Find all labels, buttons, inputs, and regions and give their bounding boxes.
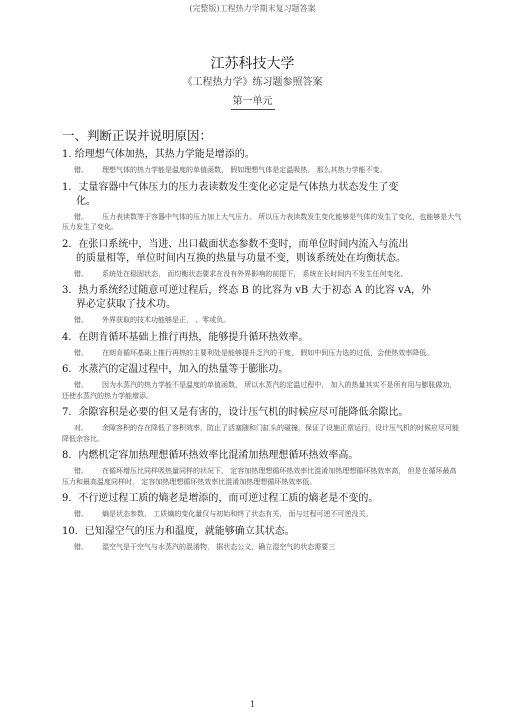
answer-text (62, 165, 462, 176)
title-block (0, 56, 505, 110)
answer-verdict: 对。 (74, 424, 88, 432)
question-item (62, 492, 462, 520)
document-subtitle: 《工程热力学》练习题参照答案 (182, 77, 323, 88)
answer-text (62, 466, 462, 487)
answer-explanation: 湿空气是干空气与水蒸汽的混淆物， 据状态公义，确立湿空气的状态需要三 (102, 542, 336, 551)
page-number: 1 (249, 700, 256, 709)
question-text: 7．余隙容积是必要的但又是有害的，设计压气机的时候应尽可能降低余隙比。 (62, 407, 409, 418)
question-text: 8．内燃机定容加热理想循环热效率比混淆加热理想循环热效率高。 (62, 450, 359, 461)
answer-explanation: 在循环增压比同样吸热量同样的状况下， 定容加热理想循环热效率比混淆加热理想循环热效率高， 但是在循环最高压力和最高温度同样时， 定容加热理想循环热效率比混淆加热理想循环热效率低。 (62, 467, 457, 486)
question-text-continued: 界必定获取了技术功。 (76, 299, 176, 310)
answer-text (62, 348, 462, 359)
answer-text (62, 269, 462, 280)
question-text: 3．热力系统经过随意可逆过程后，终态 B 的比容为 vB 大于初态 A 的比容 vA，外 (62, 285, 432, 296)
answer-verdict: 错。 (74, 212, 88, 221)
answer-explanation: 在朗肯循环基础上推行再热的主要利处是能够提升乏汽的干度， 假如中间压力选的过低，会使热效率降低。 (102, 348, 434, 357)
answer-verdict: 错。 (74, 467, 88, 475)
question-text: 10．已知湿空气的压力和温度，就能够确立其状态。 (62, 525, 295, 537)
question-item (62, 331, 462, 359)
question-list (62, 148, 462, 557)
answer-explanation: 余隙容积的存在降低了容积效率，防止了活塞随和门缸头的碰撞，保证了设施正常运行，设计压气机的时候应尽可能降低余容比。 (62, 424, 459, 443)
question-item (62, 449, 462, 487)
question-text: 1．丈量容器中气体压力的压力表读数发生变化必定是气体热力状态发生了变 (62, 181, 399, 193)
answer-explanation: 因为水蒸汽的热力学能不是温度的单值函数， 所以水蒸汽的定温过程中， 加入的热量其实不是所有用与膨胀做功，还使水蒸汽的热力学能增添。 (62, 381, 457, 400)
section-heading: 一、判断正误并说明原因： (62, 128, 213, 143)
answer-explanation: 理想气体的热力学能是温度的单值函数， 假如理想气体是定温吸热， 那么其热力学能不变。 (102, 166, 387, 174)
answer-explanation: 熵是状态参数， 工质熵的变化量仅与初始和终了状态有关， 而与过程可逆不可逆没关。 (102, 510, 373, 518)
question-text-continued: 的质量相等，单位时间内互换的热量与功量不变，则该系统处在均衡状态。 (76, 252, 406, 264)
answer-verdict: 错。 (74, 269, 88, 278)
answer-explanation: 压力表读数等于容器中气体的压力加上大气压力。 所以压力表读数发生变化能够是气体的发生了变化，也能够是大气压力发生了变化。 (62, 212, 462, 231)
answer-verdict: 错。 (74, 348, 88, 357)
running-head: (完整版)工程热力学期末复习题答案 (189, 4, 316, 13)
question-text-continued: 化。 (76, 195, 96, 207)
answer-explanation: 系统处在稳固状态， 而均衡状态要求在没有外界影响的前提下， 系统在长时间内不发生任何变化。 (102, 269, 408, 278)
question-item (62, 181, 462, 233)
question-item (62, 148, 462, 176)
answer-text (62, 212, 462, 233)
answer-text (62, 423, 462, 444)
question-text: 9．不行逆过程工质的熵老是增添的，而可逆过程工质的熵老是不变的。 (62, 493, 379, 504)
answer-text (62, 380, 462, 401)
question-item (62, 363, 462, 401)
answer-verdict: 错。 (74, 510, 88, 518)
question-item (62, 284, 462, 326)
answer-text (62, 509, 462, 520)
question-item (62, 406, 462, 444)
answer-text (62, 542, 462, 553)
question-text: 4．在朗肯循环基础上推行再热，能够提升循环热效率。 (62, 331, 309, 343)
question-text: 1. 给理想气体加热，其热力学能是增添的。 (62, 149, 255, 160)
answer-explanation: 外界获取的技术功能够是正， 、零或负。 (102, 316, 231, 324)
answer-text (62, 315, 462, 326)
question-item (62, 238, 462, 280)
answer-verdict: 错。 (74, 316, 88, 324)
answer-verdict: 错。 (74, 542, 88, 551)
answer-verdict: 错。 (74, 166, 88, 174)
question-text: 6．水蒸汽的定温过程中，加入的热量等于膨胀功。 (62, 364, 289, 375)
question-text: 2．在张口系统中，当进、出口截面状态参数不变时，而单位时间内流入与流出 (62, 238, 409, 250)
unit-heading: 第一单元 (231, 96, 275, 110)
university-title: 江苏科技大学 (210, 56, 295, 72)
question-item (62, 525, 462, 553)
answer-verdict: 错。 (74, 381, 88, 389)
